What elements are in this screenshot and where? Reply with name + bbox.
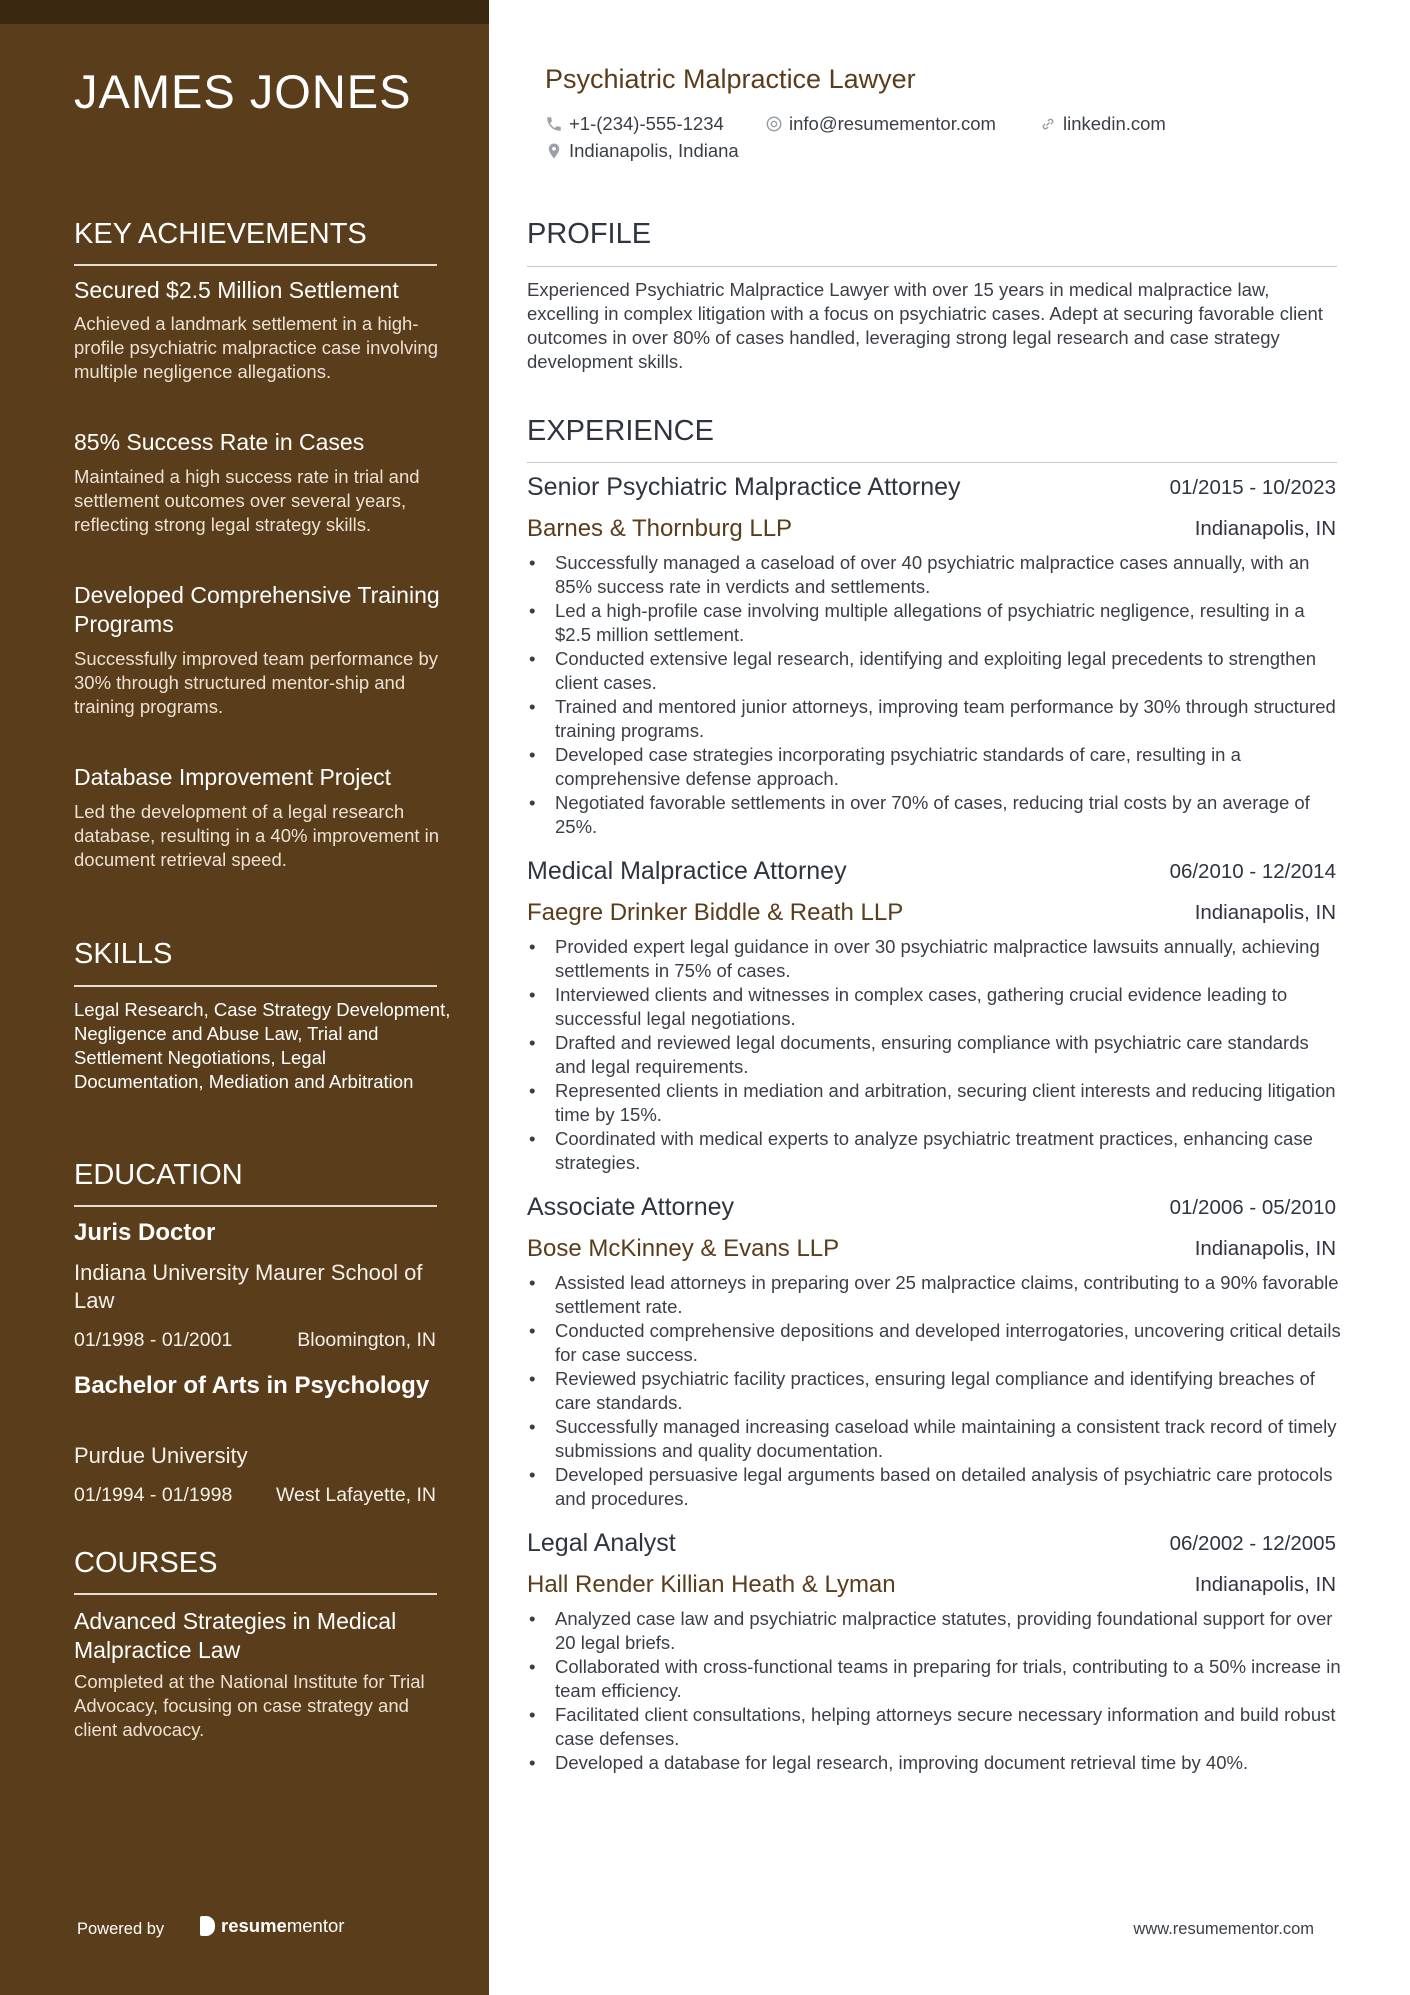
job-dates: 01/2006 - 05/2010 [1169,1196,1336,1219]
list-item: • Conducted extensive legal research, identifying and exploiting legal precedents to strengthen client cases. [527,647,1342,695]
job-dates: 01/2015 - 10/2023 [1169,476,1336,499]
skills-list: Legal Research, Case Strategy Development, Negligence and Abuse Law, Trial and Settlement Negotiations, Legal Documentation, Mediation and Arbitration [74,999,451,1092]
divider [74,985,437,987]
job-company: Faegre Drinker Biddle & Reath LLP [527,899,904,926]
job-role: Legal Analyst [527,1529,676,1557]
logo-text: resumementor [221,1915,345,1936]
divider [527,266,1337,267]
job-location: Indianapolis, IN [1194,1573,1336,1596]
list-item: • Successfully managed a caseload of over 40 psychiatric malpractice cases annually, with an 85% success rate in verdicts and settlements. [527,551,1342,599]
job-location: Indianapolis, IN [1194,517,1336,540]
education-location: Bloomington, IN [297,1329,436,1351]
job-bullets [527,551,1342,839]
achievement-title: Developed Comprehensive Training Programs [74,582,440,637]
job-role: Senior Psychiatric Malpractice Attorney [527,473,961,501]
education-school: Indiana University Maurer School of Law [74,1260,423,1313]
achievement-title: Database Improvement Project [74,764,392,790]
job-title: Psychiatric Malpractice Lawyer [545,64,916,94]
list-item: • Coordinated with medical experts to analyze psychiatric treatment practices, enhancing case strategies. [527,1127,1342,1175]
list-item: • Drafted and reviewed legal documents, ensuring compliance with psychiatric care standards and legal requirements. [527,1031,1342,1079]
education-school: Purdue University [74,1443,248,1468]
email-text: info@resumementor.com [789,113,996,134]
job-location: Indianapolis, IN [1194,901,1336,924]
education-degree: Juris Doctor [74,1219,216,1246]
list-item: • Successfully managed increasing caseload while maintaining a consistent track record of timely submissions and quality documentation. [527,1415,1342,1463]
achievements-heading: KEY ACHIEVEMENTS [74,218,367,250]
profile-heading: PROFILE [527,218,652,250]
list-item: • Developed a database for legal research, improving document retrieval time by 40%. [527,1751,1342,1775]
achievement-description: Achieved a landmark settlement in a high-profile psychiatric malpractice case involving multiple negligence allegations. [74,313,438,382]
course-title: Advanced Strategies in Medical Malpractice Law [74,1608,397,1663]
divider [74,1593,437,1595]
job-company: Bose McKinney & Evans LLP [527,1235,840,1262]
job-company: Hall Render Killian Heath & Lyman [527,1571,896,1598]
list-item: • Analyzed case law and psychiatric malpractice statutes, providing foundational support for over 20 legal briefs. [527,1607,1342,1655]
education-heading: EDUCATION [74,1159,243,1191]
list-item: • Negotiated favorable settlements in over 70% of cases, reducing trial costs by an average of 25%. [527,791,1342,839]
job-location: Indianapolis, IN [1194,1237,1336,1260]
achievement-title: Secured $2.5 Million Settlement [74,277,399,303]
achievement-description: Led the development of a legal research database, resulting in a 40% improvement in document retrieval speed. [74,801,440,870]
phone-icon [545,115,563,133]
list-item: • Led a high-profile case involving multiple allegations of psychiatric negligence, resulting in a $2.5 million settlement. [527,599,1342,647]
job-company: Barnes & Thornburg LLP [527,515,793,542]
location-text: Indianapolis, Indiana [569,140,739,161]
contact-location [545,140,739,162]
achievement-description: Successfully improved team performance by 30% through structured mentor-ship and training programs. [74,648,438,717]
education-dates: 01/1994 - 01/1998 [74,1484,233,1506]
logo-icon [200,1916,215,1936]
profile-summary: Experienced Psychiatric Malpractice Lawyer with over 15 years in medical malpractice law, excelling in complex litigation with a focus on psychiatric cases. Adept at securing favorable client outcomes in over 80% of cases handled, leveraging strong legal research and case strategy development skills. [527,279,1323,372]
resumementor-logo[interactable] [200,1915,344,1937]
list-item: • Developed case strategies incorporating psychiatric standards of care, resulting in a comprehensive defense approach. [527,743,1342,791]
phone-text: +1-(234)-555-1234 [569,113,724,134]
list-item: • Provided expert legal guidance in over 30 psychiatric malpractice lawsuits annually, achieving settlements in 75% of cases. [527,935,1342,983]
list-item: • Conducted comprehensive depositions and developed interrogatories, uncovering critical details for case success. [527,1319,1342,1367]
location-pin-icon [545,142,563,160]
list-item: • Trained and mentored junior attorneys, improving team performance by 30% through structured training programs. [527,695,1342,743]
skills-heading: SKILLS [74,938,173,970]
education-degree: Bachelor of Arts in Psychology [74,1372,430,1399]
list-item: • Reviewed psychiatric facility practices, ensuring legal compliance and identifying breaches of care standards. [527,1367,1342,1415]
divider [74,264,437,266]
contact-email[interactable] [765,113,996,135]
link-icon [1039,115,1057,133]
divider [74,1205,437,1207]
powered-by-label: Powered by [77,1920,165,1938]
candidate-name: JAMES JONES [74,65,412,118]
list-item: • Collaborated with cross-functional teams in preparing for trials, contributing to a 50% increase in team efficiency. [527,1655,1342,1703]
job-role: Associate Attorney [527,1193,735,1221]
at-icon [765,115,783,133]
courses-heading: COURSES [74,1547,218,1579]
footer-url[interactable]: www.resumementor.com [1133,1920,1314,1938]
sidebar [0,0,489,1995]
list-item: • Facilitated client consultations, helping attorneys secure necessary information and build robust case defenses. [527,1703,1342,1751]
job-bullets [527,935,1342,1175]
education-location: West Lafayette, IN [275,1484,436,1506]
job-bullets [527,1271,1342,1511]
list-item: • Developed persuasive legal arguments based on detailed analysis of psychiatric care protocols and procedures. [527,1463,1342,1511]
job-bullets [527,1607,1342,1775]
list-item: • Interviewed clients and witnesses in complex cases, gathering crucial evidence leading to successful legal negotiations. [527,983,1342,1031]
education-dates: 01/1998 - 01/2001 [74,1329,233,1351]
divider [527,462,1337,463]
linkedin-text: linkedin.com [1063,113,1166,134]
job-dates: 06/2010 - 12/2014 [1169,860,1336,883]
contact-linkedin[interactable] [1039,113,1166,135]
contact-phone[interactable] [545,113,724,135]
achievement-title: 85% Success Rate in Cases [74,429,365,455]
achievement-description: Maintained a high success rate in trial and settlement outcomes over several years, reflecting strong legal strategy skills. [74,466,420,535]
sidebar-top-bar [0,0,489,24]
course-description: Completed at the National Institute for Trial Advocacy, focusing on case strategy and client advocacy. [74,1671,425,1740]
job-role: Medical Malpractice Attorney [527,857,847,885]
list-item: • Represented clients in mediation and arbitration, securing client interests and reducing litigation time by 15%. [527,1079,1342,1127]
job-dates: 06/2002 - 12/2005 [1169,1532,1336,1555]
experience-heading: EXPERIENCE [527,415,714,447]
list-item: • Assisted lead attorneys in preparing over 25 malpractice claims, contributing to a 90% favorable settlement rate. [527,1271,1342,1319]
